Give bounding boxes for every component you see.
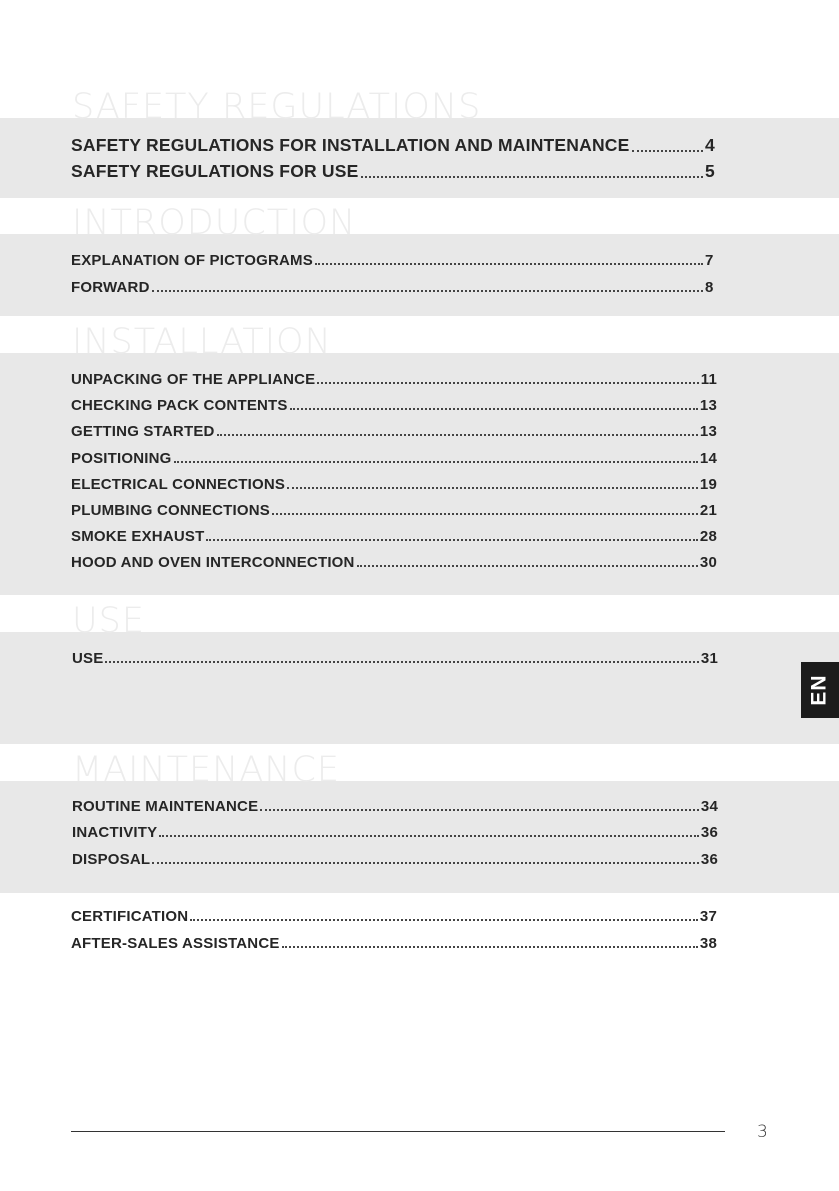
toc-entry[interactable] (71, 371, 717, 388)
toc-entry-label: DISPOSAL (72, 851, 151, 868)
section-title: SAFETY REGULATIONS (72, 87, 482, 127)
toc-entry-page: 37 (699, 908, 717, 925)
footer-rule (71, 1131, 725, 1132)
dot-leader (152, 290, 703, 292)
toc-entry-page: 8 (705, 279, 714, 296)
section-title: INSTALLATION (72, 322, 332, 362)
toc-entry-page: 38 (699, 935, 717, 952)
dot-leader (260, 809, 699, 811)
toc-entry-label: CERTIFICATION (71, 908, 189, 925)
toc-entry-label: GETTING STARTED (71, 423, 215, 440)
toc-entry-page: 19 (699, 476, 717, 493)
toc-entry-label: FORWARD (71, 279, 150, 296)
toc-entry[interactable] (71, 279, 717, 296)
toc-entry-page: 13 (699, 397, 717, 414)
page-number: 3 (757, 1122, 768, 1142)
toc-entry-after-sales[interactable] (71, 935, 717, 952)
toc-entry-page: 5 (705, 161, 715, 181)
toc-entry-page: 30 (699, 554, 717, 571)
toc-entry[interactable] (72, 798, 718, 815)
toc-entry[interactable] (71, 528, 717, 545)
toc-entry[interactable] (71, 135, 717, 156)
language-tab-label: EN (808, 674, 831, 706)
toc-entry-page: 34 (700, 798, 718, 815)
section-band (0, 234, 839, 316)
toc-entry-page: 14 (699, 450, 717, 467)
toc-entry-label: UNPACKING OF THE APPLIANCE (71, 371, 316, 388)
dot-leader (361, 176, 704, 178)
section-band (0, 632, 839, 744)
toc-entry[interactable] (71, 161, 717, 182)
section-title: INTRODUCTION (72, 203, 357, 243)
toc-entry[interactable] (71, 397, 717, 414)
toc-entry-label: USE (72, 650, 104, 667)
dot-leader (317, 382, 698, 384)
dot-leader (105, 661, 698, 663)
toc-entry[interactable] (71, 252, 717, 269)
toc-entry-page: 36 (700, 824, 718, 841)
toc-entry-label: SAFETY REGULATIONS FOR INSTALLATION AND MAINTENANCE (71, 135, 630, 155)
section-title: MAINTENANCE (72, 750, 340, 790)
dot-leader (272, 513, 698, 515)
section-title: USE (72, 601, 145, 641)
toc-entry-page: 31 (700, 650, 718, 667)
toc-entry[interactable] (71, 476, 717, 493)
dot-leader (159, 835, 699, 837)
dot-leader (315, 263, 703, 265)
toc-entry[interactable] (72, 824, 718, 841)
toc-entry-label: INACTIVITY (72, 824, 158, 841)
toc-entry-certification[interactable] (71, 908, 717, 925)
toc-entry-label: AFTER-SALES ASSISTANCE (71, 935, 280, 952)
toc-entry-page: 11 (700, 371, 717, 388)
dot-leader (217, 434, 698, 436)
dot-leader (632, 150, 703, 152)
toc-entry-label: EXPLANATION OF PICTOGRAMS (71, 252, 313, 269)
toc-entry-label: HOOD AND OVEN INTERCONNECTION (71, 554, 355, 571)
dot-leader (190, 919, 698, 921)
dot-leader (206, 539, 697, 541)
dot-leader (152, 862, 699, 864)
toc-entry-page: 4 (705, 135, 715, 155)
toc-entry-page: 36 (700, 851, 718, 868)
toc-entry[interactable] (72, 650, 718, 667)
toc-entry-label: CHECKING PACK CONTENTS (71, 397, 288, 414)
toc-entry-label: ROUTINE MAINTENANCE (72, 798, 259, 815)
toc-entry[interactable] (72, 851, 718, 868)
dot-leader (290, 408, 698, 410)
toc-entry-page: 21 (699, 502, 717, 519)
toc-entry-page: 7 (705, 252, 714, 269)
toc-entry[interactable] (71, 502, 717, 519)
dot-leader (287, 487, 698, 489)
language-tab (801, 662, 839, 718)
toc-entry-label: SMOKE EXHAUST (71, 528, 205, 545)
toc-entry[interactable] (71, 423, 717, 440)
dot-leader (282, 946, 698, 948)
toc-entry-page: 13 (699, 423, 717, 440)
toc-entry[interactable] (71, 554, 717, 571)
dot-leader (357, 565, 698, 567)
section-band (0, 118, 839, 198)
toc-entry-label: PLUMBING CONNECTIONS (71, 502, 270, 519)
toc-entry-page: 28 (699, 528, 717, 545)
toc-entry-label: POSITIONING (71, 450, 172, 467)
dot-leader (174, 461, 698, 463)
toc-entry-label: ELECTRICAL CONNECTIONS (71, 476, 286, 493)
toc-entry[interactable] (71, 450, 717, 467)
toc-entry-label: SAFETY REGULATIONS FOR USE (71, 161, 359, 181)
